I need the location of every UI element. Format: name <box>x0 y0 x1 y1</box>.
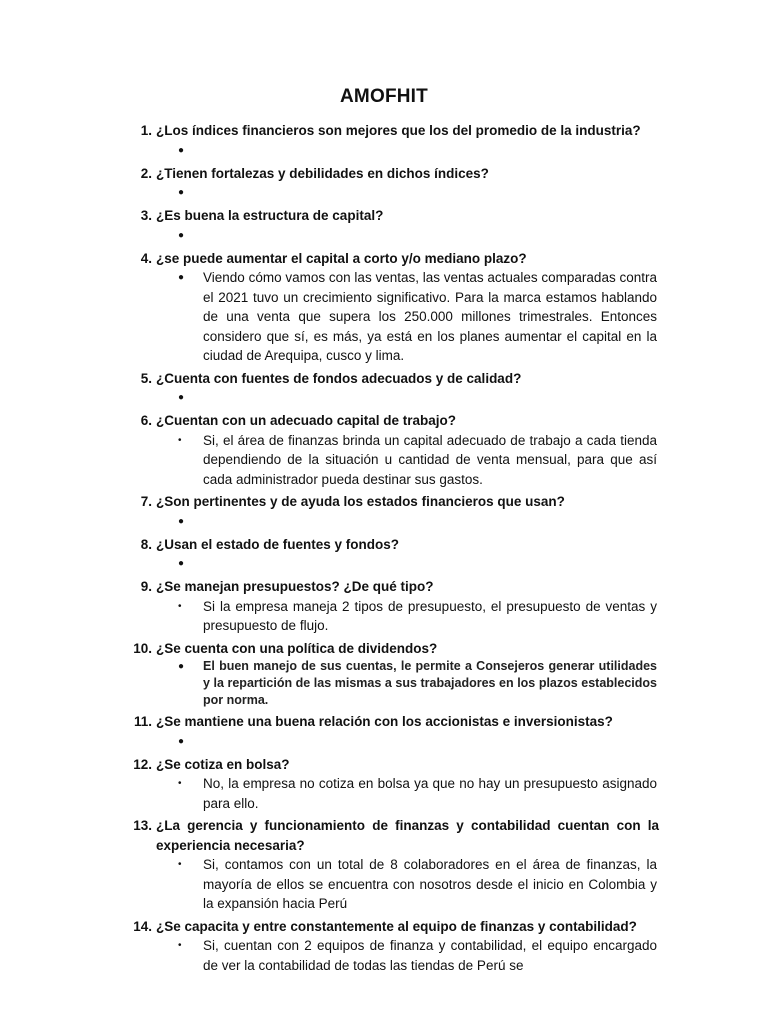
question-number: 13. <box>133 818 152 833</box>
answer-item <box>0 512 768 532</box>
question-number: 9. <box>140 579 152 594</box>
bullet-icon: ● <box>178 229 185 241</box>
question-list <box>0 118 768 975</box>
question-item-7 <box>0 489 768 532</box>
question-text: ¿Se cotiza en bolsa? <box>156 756 290 772</box>
question-text: ¿Los índices financieros son mejores que los del promedio de la industria? <box>156 123 641 138</box>
question-item-11 <box>0 709 768 752</box>
document-title: AMOFHIT <box>340 86 428 107</box>
answer-item <box>0 388 768 408</box>
answer-text <box>203 732 657 752</box>
bullet-icon: ● <box>178 735 185 747</box>
question-number: 10. <box>133 640 152 656</box>
answer-item <box>0 597 768 636</box>
bullet-icon: • <box>178 778 182 789</box>
bullet-icon: ● <box>178 661 185 672</box>
answer-text: Si, contamos con un total de 8 colaboradores en el área de finanzas, la mayoría de ellos se encuentra con nosotros desde el inicio en Colombia y la expansión hacia Perú <box>203 857 657 911</box>
answer-item <box>0 226 768 246</box>
answer-text <box>203 554 657 574</box>
question-number: 2. <box>140 165 152 181</box>
bullet-icon: ● <box>178 144 185 156</box>
question-number: 6. <box>140 413 152 428</box>
question-item-14 <box>0 914 768 976</box>
question-number: 12. <box>133 756 152 772</box>
question-number: 4. <box>140 250 152 266</box>
answer-item <box>0 774 768 813</box>
question-text: ¿Cuenta con fuentes de fondos adecuados y de calidad? <box>156 370 522 386</box>
question-text: ¿se puede aumentar el capital a corto y/o mediano plazo? <box>156 250 527 266</box>
question-item-12 <box>0 752 768 814</box>
answer-item <box>0 855 768 914</box>
question-text: ¿Cuentan con un adecuado capital de trabajo? <box>156 413 457 428</box>
bullet-icon: ● <box>178 515 185 527</box>
bullet-icon: • <box>178 940 182 951</box>
question-item-3 <box>0 203 768 246</box>
question-text: ¿Son pertinentes y de ayuda los estados financieros que usan? <box>156 494 565 509</box>
question-number: 1. <box>140 123 152 138</box>
question-item-1 <box>0 118 768 161</box>
bullet-icon: ● <box>178 392 185 403</box>
question-number: 8. <box>140 536 152 552</box>
question-item-6 <box>0 408 768 489</box>
question-number: 3. <box>140 208 152 223</box>
question-item-8 <box>0 532 768 575</box>
answer-text: Si la empresa maneja 2 tipos de presupuesto, el presupuesto de ventas y presupuesto de flujo. <box>203 598 657 633</box>
answer-text: Si, cuentan con 2 equipos de finanza y contabilidad, el equipo encargado de ver la contabilidad de todas las tiendas de Perú se <box>203 938 657 973</box>
question-number: 14. <box>133 918 152 934</box>
question-text: ¿Se cuenta con una política de dividendos? <box>156 640 438 656</box>
question-item-4 <box>0 246 768 366</box>
answer-text <box>203 141 657 161</box>
question-item-2 <box>0 161 768 204</box>
question-number: 7. <box>140 494 152 509</box>
question-item-9 <box>0 574 768 636</box>
answer-item <box>0 141 768 161</box>
answer-text <box>203 512 657 532</box>
question-text: ¿Tienen fortalezas y debilidades en dichos índices? <box>156 165 489 181</box>
question-item-13 <box>0 813 768 914</box>
answer-text <box>203 183 657 203</box>
answer-item <box>0 658 768 709</box>
question-text: ¿Se manejan presupuestos? ¿De qué tipo? <box>156 579 434 594</box>
answer-item <box>0 554 768 574</box>
answer-item <box>0 732 768 752</box>
question-text: ¿Es buena la estructura de capital? <box>156 208 384 223</box>
question-item-10 <box>0 636 768 710</box>
bullet-icon: • <box>178 434 182 446</box>
answer-text: No, la empresa no cotiza en bolsa ya que no hay un presupuesto asignado para ello. <box>203 776 657 811</box>
question-item-5 <box>0 366 768 409</box>
question-text: ¿La gerencia y funcionamiento de finanzas y contabilidad cuentan con la experiencia necesaria? <box>156 818 659 853</box>
answer-item <box>0 936 768 975</box>
bullet-icon: • <box>178 859 182 870</box>
bullet-icon: ● <box>178 558 185 569</box>
bullet-icon: ● <box>178 187 185 198</box>
answer-text: El buen manejo de sus cuentas, le permite a Consejeros generar utilidades y la repartición de las mismas a sus trabajadores en los plazos establecidos por norma. <box>203 659 657 707</box>
answer-item <box>0 268 768 366</box>
answer-item <box>0 183 768 203</box>
bullet-icon: ● <box>178 272 185 283</box>
answer-text: Viendo cómo vamos con las ventas, las ventas actuales comparadas contra el 2021 tuvo un crecimiento significativo. Para la marca estamos hablando de una venta que supera los 250.000 millones trimestrales. Entonces considero que sí, es más, ya está en los planes aumentar el capital en la ciudad de Arequipa, cusco y lima. <box>203 270 657 363</box>
answer-text <box>203 388 657 408</box>
answer-text <box>203 226 657 246</box>
answer-text: Si, el área de finanzas brinda un capital adecuado de trabajo a cada tienda dependiendo de la situación u cantidad de venta mensual, para que así cada administrador pueda destinar sus gastos. <box>203 432 657 487</box>
answer-item <box>0 431 768 490</box>
question-number: 5. <box>140 370 152 386</box>
question-text: ¿Se mantiene una buena relación con los accionistas e inversionistas? <box>156 714 613 729</box>
question-text: ¿Se capacita y entre constantemente al equipo de finanzas y contabilidad? <box>156 918 637 934</box>
question-number: 11. <box>133 714 152 729</box>
question-text: ¿Usan el estado de fuentes y fondos? <box>156 536 400 552</box>
bullet-icon: • <box>178 600 182 612</box>
